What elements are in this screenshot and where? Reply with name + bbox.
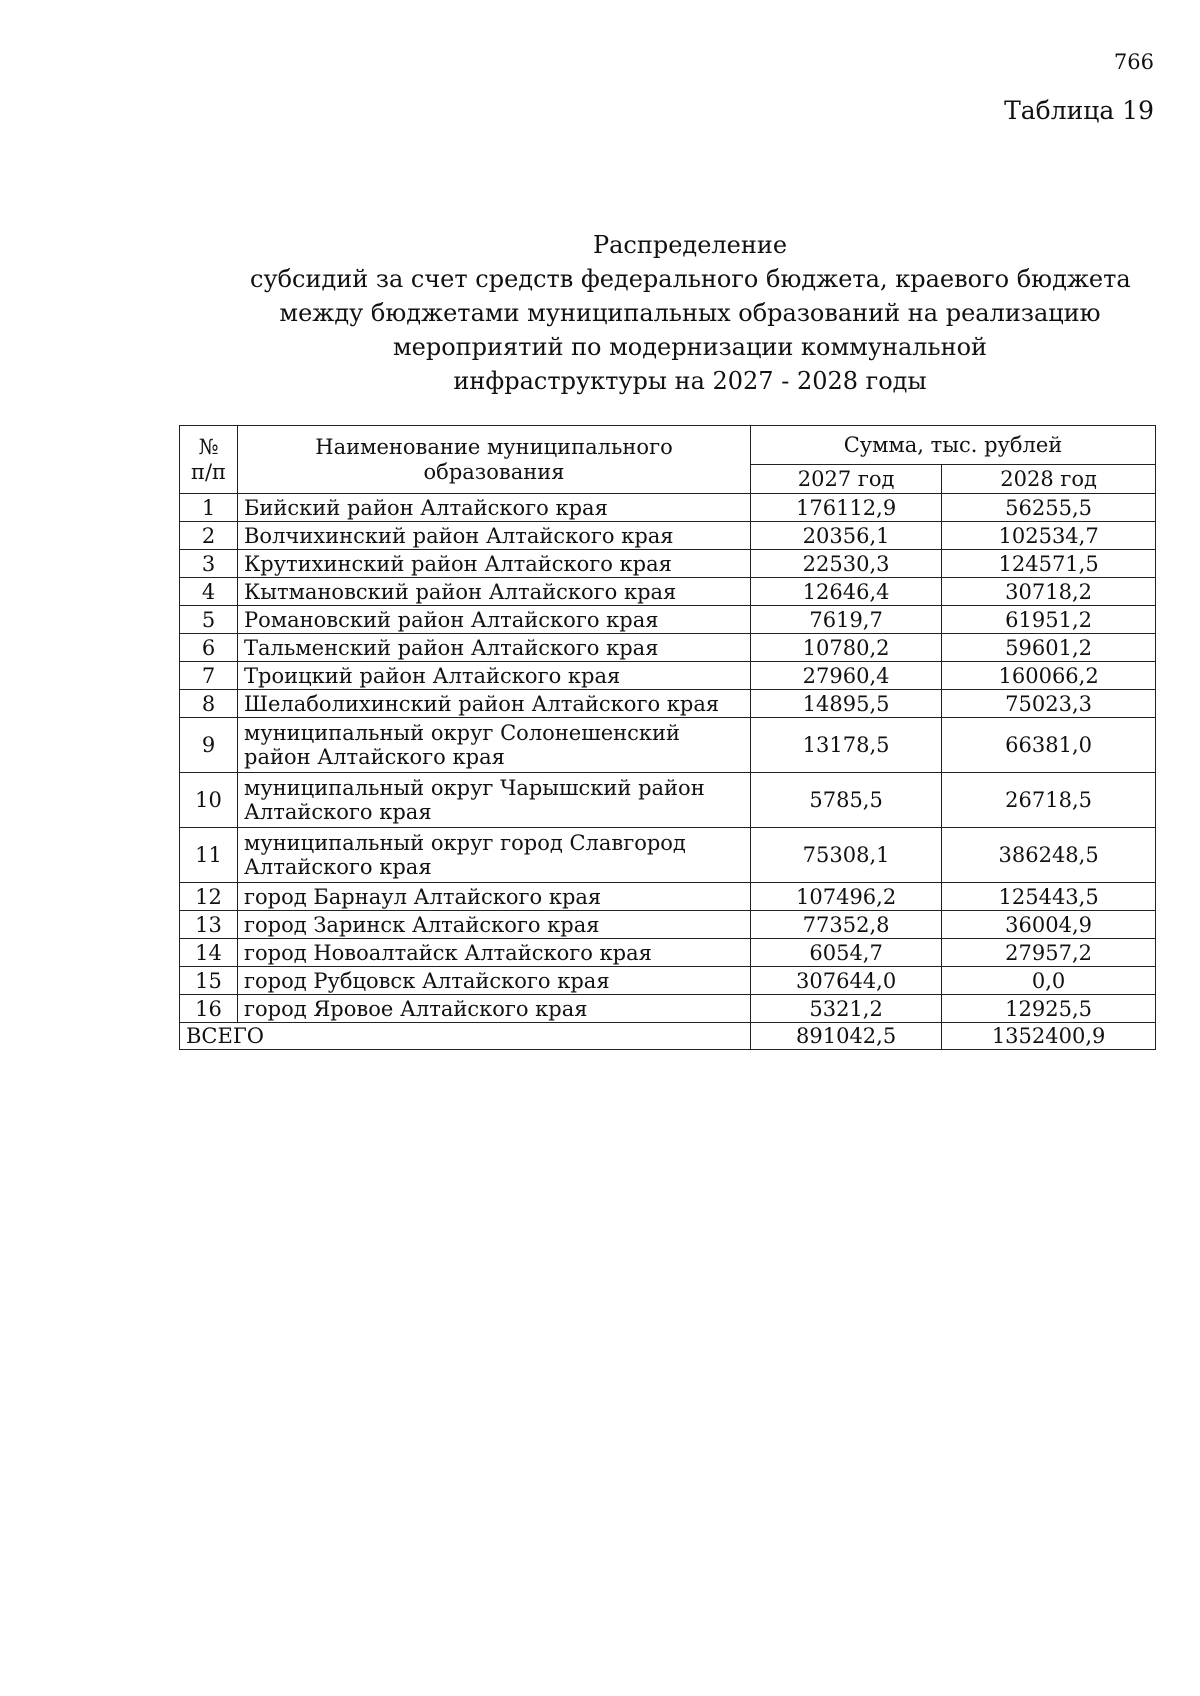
table-row xyxy=(180,939,1156,967)
row-name: муниципальный округ город Славгород Алтайского края xyxy=(238,828,751,883)
row-number: 7 xyxy=(180,662,238,690)
row-value-2027: 10780,2 xyxy=(751,634,942,662)
row-name: город Барнаул Алтайского края xyxy=(238,883,751,911)
total-row xyxy=(180,1023,1156,1050)
title-line: между бюджетами муниципальных образований на реализацию xyxy=(279,299,1101,327)
row-value-2027: 77352,8 xyxy=(751,911,942,939)
row-value-2028: 0,0 xyxy=(942,967,1156,995)
row-name: город Новоалтайск Алтайского края xyxy=(238,939,751,967)
table-row xyxy=(180,662,1156,690)
row-value-2028: 125443,5 xyxy=(942,883,1156,911)
row-value-2027: 75308,1 xyxy=(751,828,942,883)
row-number: 3 xyxy=(180,550,238,578)
table-row xyxy=(180,995,1156,1023)
row-name: Шелаболихинский район Алтайского края xyxy=(238,690,751,718)
table-row xyxy=(180,634,1156,662)
row-number: 8 xyxy=(180,690,238,718)
header-sum: Сумма, тыс. рублей xyxy=(751,426,1156,465)
row-value-2027: 7619,7 xyxy=(751,606,942,634)
row-number: 16 xyxy=(180,995,238,1023)
table-body xyxy=(180,494,1156,1050)
row-name: Кытмановский район Алтайского края xyxy=(238,578,751,606)
row-value-2027: 6054,7 xyxy=(751,939,942,967)
row-value-2027: 176112,9 xyxy=(751,494,942,522)
row-name: муниципальный округ Солонешенский район Алтайского края xyxy=(238,718,751,773)
row-number: 12 xyxy=(180,883,238,911)
row-value-2028: 61951,2 xyxy=(942,606,1156,634)
row-value-2027: 20356,1 xyxy=(751,522,942,550)
row-number: 5 xyxy=(180,606,238,634)
row-name: Троицкий район Алтайского края xyxy=(238,662,751,690)
row-value-2028: 386248,5 xyxy=(942,828,1156,883)
row-name: Волчихинский район Алтайского края xyxy=(238,522,751,550)
table-row xyxy=(180,522,1156,550)
row-value-2028: 30718,2 xyxy=(942,578,1156,606)
row-number: 1 xyxy=(180,494,238,522)
row-name: Тальменский район Алтайского края xyxy=(238,634,751,662)
row-value-2028: 26718,5 xyxy=(942,773,1156,828)
row-number: 13 xyxy=(180,911,238,939)
row-value-2027: 107496,2 xyxy=(751,883,942,911)
row-value-2027: 5321,2 xyxy=(751,995,942,1023)
table-row xyxy=(180,718,1156,773)
table-row xyxy=(180,606,1156,634)
row-name: город Заринск Алтайского края xyxy=(238,911,751,939)
page-number: 766 xyxy=(1113,50,1154,74)
row-value-2028: 102534,7 xyxy=(942,522,1156,550)
row-value-2027: 22530,3 xyxy=(751,550,942,578)
title-line: Распределение xyxy=(592,231,788,259)
row-value-2028: 66381,0 xyxy=(942,718,1156,773)
title-line: инфраструктуры на 2027 - 2028 годы xyxy=(453,367,927,395)
table-row xyxy=(180,773,1156,828)
row-value-2027: 14895,5 xyxy=(751,690,942,718)
row-number: 2 xyxy=(180,522,238,550)
row-number: 4 xyxy=(180,578,238,606)
row-value-2028: 27957,2 xyxy=(942,939,1156,967)
title-line: мероприятий по модернизации коммунальной xyxy=(392,333,988,361)
row-name: Крутихинский район Алтайского края xyxy=(238,550,751,578)
row-value-2027: 12646,4 xyxy=(751,578,942,606)
row-value-2028: 59601,2 xyxy=(942,634,1156,662)
row-number: 10 xyxy=(180,773,238,828)
row-number: 9 xyxy=(180,718,238,773)
table-row xyxy=(180,494,1156,522)
row-value-2028: 75023,3 xyxy=(942,690,1156,718)
header-name: Наименование муниципального образования xyxy=(238,426,751,494)
header-number: № п/п xyxy=(180,426,238,494)
row-value-2027: 27960,4 xyxy=(751,662,942,690)
row-value-2027: 5785,5 xyxy=(751,773,942,828)
row-value-2027: 13178,5 xyxy=(751,718,942,773)
total-value-2027: 891042,5 xyxy=(751,1023,942,1050)
row-number: 14 xyxy=(180,939,238,967)
row-name: муниципальный округ Чарышский район Алтайского края xyxy=(238,773,751,828)
row-value-2028: 124571,5 xyxy=(942,550,1156,578)
table-row xyxy=(180,578,1156,606)
row-value-2028: 36004,9 xyxy=(942,911,1156,939)
table-label: Таблица 19 xyxy=(1004,96,1154,125)
row-name: Романовский район Алтайского края xyxy=(238,606,751,634)
header-year-2028: 2028 год xyxy=(942,465,1156,494)
total-label: ВСЕГО xyxy=(180,1023,751,1050)
document-title xyxy=(250,228,1130,398)
row-name: город Яровое Алтайского края xyxy=(238,995,751,1023)
total-value-2028: 1352400,9 xyxy=(942,1023,1156,1050)
table-row xyxy=(180,828,1156,883)
table-row xyxy=(180,911,1156,939)
subsidy-distribution-table xyxy=(179,425,1156,1050)
row-number: 11 xyxy=(180,828,238,883)
row-value-2028: 160066,2 xyxy=(942,662,1156,690)
header-year-2027: 2027 год xyxy=(751,465,942,494)
row-value-2027: 307644,0 xyxy=(751,967,942,995)
table-row xyxy=(180,883,1156,911)
table-row xyxy=(180,690,1156,718)
row-value-2028: 12925,5 xyxy=(942,995,1156,1023)
table-row xyxy=(180,967,1156,995)
row-number: 6 xyxy=(180,634,238,662)
table-row xyxy=(180,550,1156,578)
row-value-2028: 56255,5 xyxy=(942,494,1156,522)
row-number: 15 xyxy=(180,967,238,995)
row-name: Бийский район Алтайского края xyxy=(238,494,751,522)
row-name: город Рубцовск Алтайского края xyxy=(238,967,751,995)
title-line: субсидий за счет средств федерального бюджета, краевого бюджета xyxy=(250,265,1131,293)
